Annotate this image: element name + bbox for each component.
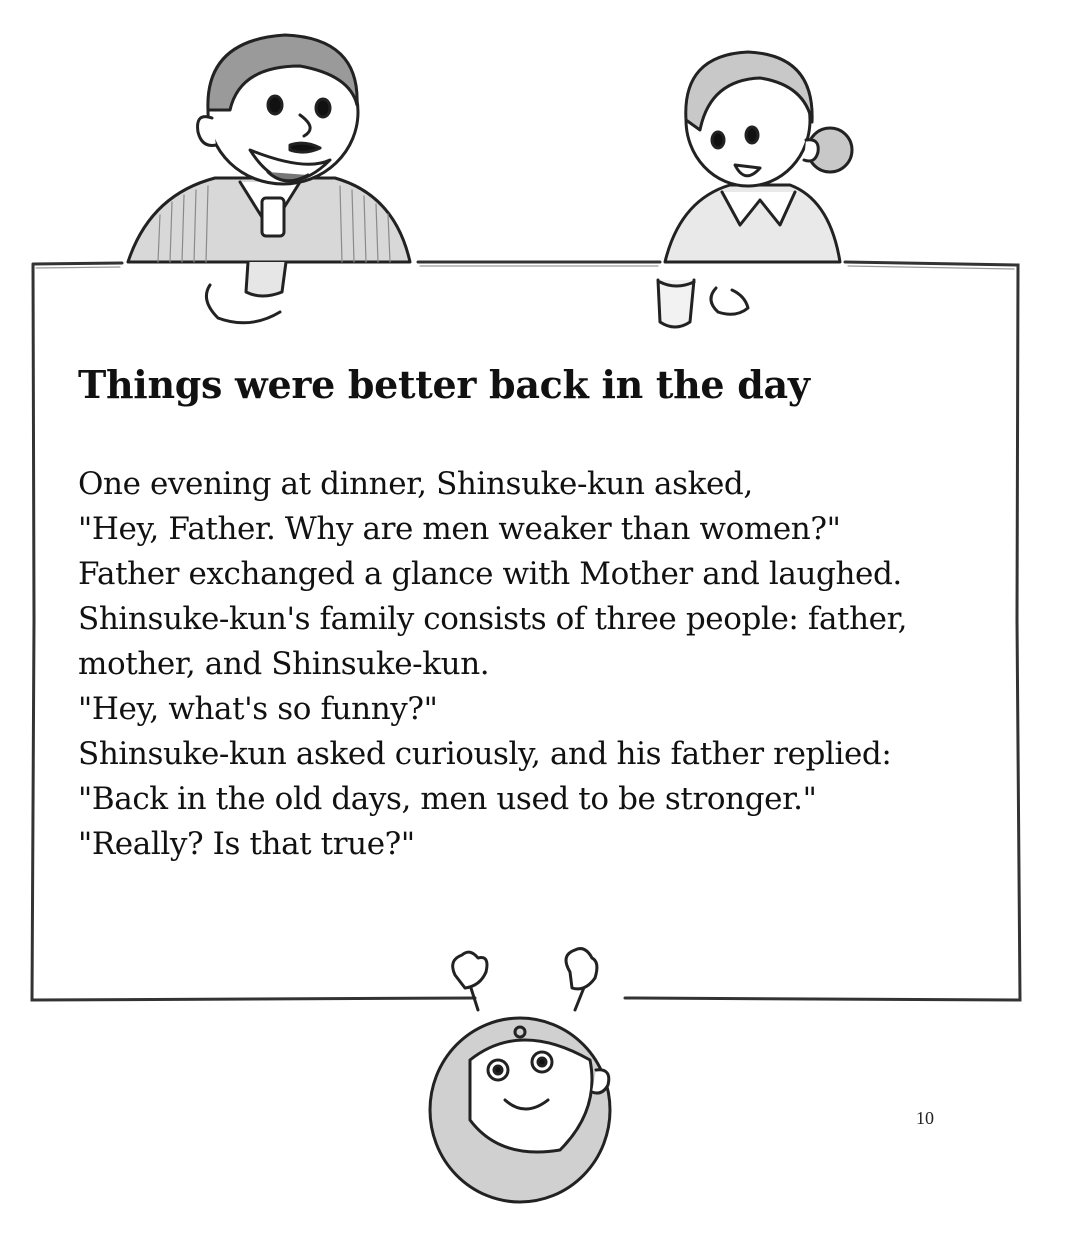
story-line: "Back in the old days, men used to be stronger."	[78, 781, 817, 817]
child-illustration	[430, 949, 610, 1202]
page-number: 10	[916, 1108, 934, 1128]
story-line: "Hey, what's so funny?"	[78, 691, 438, 727]
story-line: One evening at dinner, Shinsuke-kun asked,	[78, 466, 753, 502]
mother-illustration	[658, 52, 852, 327]
father-illustration	[128, 35, 410, 323]
story-line: Shinsuke-kun's family consists of three people: father,	[78, 601, 908, 637]
story-line: mother, and Shinsuke-kun.	[78, 646, 490, 682]
story-title: Things were better back in the day	[78, 362, 810, 407]
story-text	[78, 462, 998, 867]
story-line: "Hey, Father. Why are men weaker than women?"	[78, 511, 841, 547]
story-line: Shinsuke-kun asked curiously, and his father replied:	[78, 736, 892, 772]
story-line: "Really? Is that true?"	[78, 826, 415, 862]
story-line: Father exchanged a glance with Mother and laughed.	[78, 556, 902, 592]
